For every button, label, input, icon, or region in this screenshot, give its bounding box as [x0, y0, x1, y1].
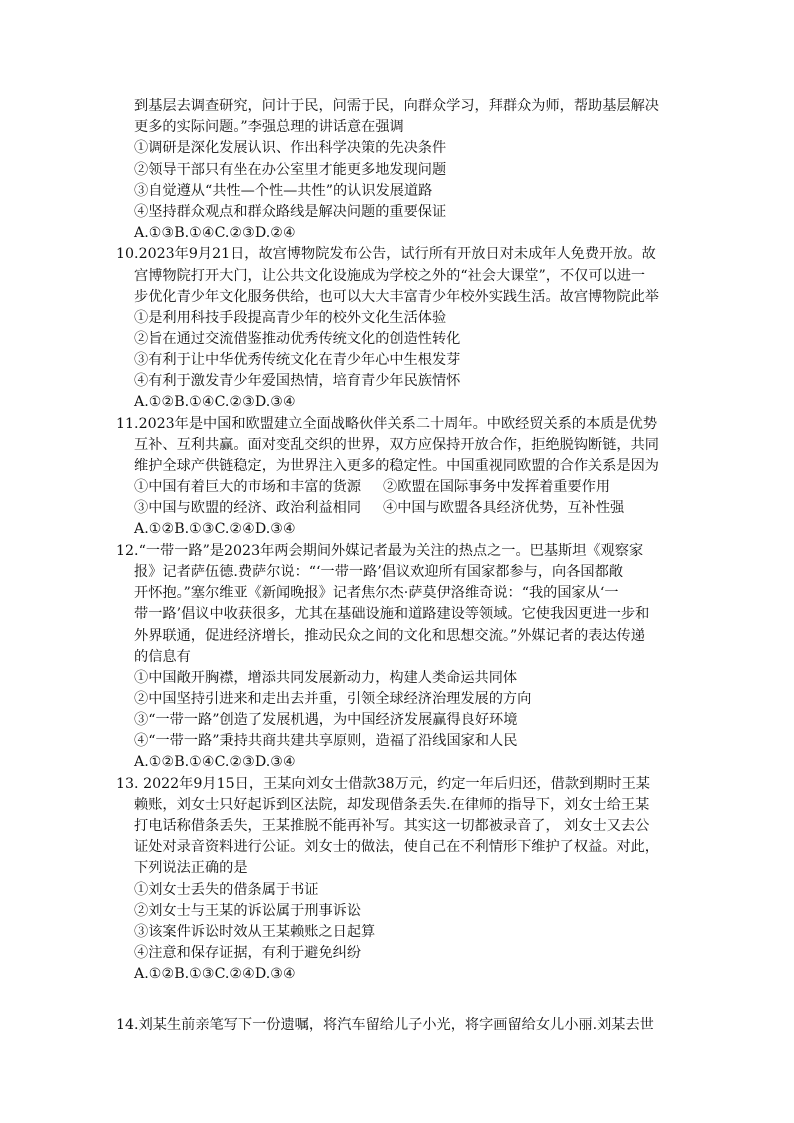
q9-option-1: ①调研是深化发展认识、作出科学决策的先决条件: [134, 140, 447, 156]
q10-stem-line-3: 步优化青少年文化服务供给，也可以大大丰富青少年校外实践生活。故宫博物院此举: [134, 289, 659, 305]
q10-stem-line-2: 宫博物院打开大门，让公共文化设施成为学校之外的“社会大课堂”，不仅可以进一: [134, 268, 646, 284]
q14-stem-line-1: 14.刘某生前亲笔写下一份遗嘱，将汽车留给儿子小光，将字画留给女儿小丽.刘某去世: [116, 1017, 654, 1033]
q12-stem-line-1: 12.“一带一路”是2023年两会期间外媒记者最为关注的热点之一。巴基斯坦《观察家: [116, 543, 644, 559]
q11-choices: A.①②B.①③C.②④D.③④: [134, 521, 296, 537]
q10-option-4: ④有利于激发青少年爱国热情，培育青少年民族情怀: [134, 373, 461, 389]
q13-choices: A.①②B.①③C.②④D.③④: [134, 966, 296, 982]
q9-choices: A.①③B.①④C.②③D.②④: [134, 225, 296, 241]
q12-option-3: ③“一带一路”创造了发展机遇，为中国经济发展赢得良好环境: [134, 712, 518, 728]
q9-stem-line-1: 到基层去调查研究，问计于民，问需于民，向群众学习，拜群众为师，帮助基层解决: [134, 98, 659, 114]
q12-stem-line-2: 报》记者萨伍德.费萨尔说：“‘一带一路’倡议欢迎所有国家都参与，向各国都敞: [134, 564, 623, 580]
q12-option-2: ②中国坚持引进来和走出去并重，引领全球经济治理发展的方向: [134, 691, 532, 707]
q9-option-4: ④坚持群众观点和群众路线是解决问题的重要保证: [134, 204, 447, 220]
q11-option-4: ④中国与欧盟各具经济优势，互补性强: [383, 500, 625, 516]
q10-option-2: ②旨在通过交流借鉴推动优秀传统文化的创造性转化: [134, 331, 461, 347]
q10-option-3: ③有利于让中华优秀传统文化在青少年心中生根发芽: [134, 352, 461, 368]
q10-stem-line-1: 10.2023年9月21日，故宫博物院发布公告，试行所有开放日对未成年人免费开放。故: [116, 246, 656, 262]
q11-option-3: ③中国与欧盟的经济、政治利益相同: [134, 500, 362, 516]
q9-option-2: ②领导干部只有坐在办公室里才能更多地发现问题: [134, 162, 447, 178]
q13-option-1: ①刘女士丢失的借条属于书证: [134, 882, 319, 898]
q11-stem-line-3: 维护全球产供链稳定，为世界注入更多的稳定性。中国重视同欧盟的合作关系是因为: [134, 458, 659, 474]
q10-choices: A.①②B.①④C.②③D.③④: [134, 394, 296, 410]
q11-stem-line-1: 11.2023年是中国和欧盟建立全面战略伙伴关系二十周年。中欧经贸关系的本质是优势: [116, 416, 658, 432]
q12-stem-line-4: 带一路’倡议中收获很多，尤其在基础设施和道路建设等领域。它使我因更进一步和: [134, 606, 650, 622]
q12-option-1: ①中国敞开胸襟，增添共同发展新动力，构建人类命运共同体: [134, 670, 518, 686]
q12-choices: A.①②B.①④C.②③D.③④: [134, 754, 296, 770]
q13-stem-line-1: 13. 2022年9月15日，王某向刘女士借款38万元，约定一年后归还，借款到期时王某: [116, 776, 650, 792]
q9-option-3: ③自觉遵从“共性—个性—共性”的认识发展道路: [134, 183, 433, 199]
q11-option-2: ②欧盟在国际事务中发挥着重要作用: [383, 479, 611, 495]
q11-option-1: ①中国有着巨大的市场和丰富的货源: [134, 479, 362, 495]
q13-stem-line-3: 打电话称借条丢失，王某推脱不能再补写。其实这一切都被录音了， 刘女士又去公: [134, 818, 650, 834]
q13-stem-line-5: 下列说法正确的是: [134, 860, 248, 876]
q13-stem-line-2: 赖账，刘女士只好起诉到区法院，却发现借条丢失.在律师的指导下，刘女士给王某: [134, 797, 650, 813]
q9-stem-line-2: 更多的实际问题。”李强总理的讲话意在强调: [134, 119, 404, 135]
q12-stem-line-5: 外界联通，促进经济增长，推动民众之间的文化和思想交流。”外媒记者的表达传递: [134, 628, 645, 644]
q12-stem-line-3: 开怀抱。”塞尔维亚《新闻晚报》记者焦尔杰·萨莫伊洛维奇说：“我的国家从‘一: [134, 585, 619, 601]
q10-option-1: ①是利用科技手段提高青少年的校外文化生活体验: [134, 310, 447, 326]
q13-option-4: ④注意和保存证据，有利于避免纠纷: [134, 945, 362, 961]
q11-stem-line-2: 互补、互利共赢。面对变乱交织的世界，双方应保持开放合作，拒绝脱钩断链，共同: [134, 437, 659, 453]
q12-stem-line-6: 的信息有: [134, 649, 191, 665]
q12-option-4: ④“一带一路”秉持共商共建共享原则，造福了沿线国家和人民: [134, 733, 518, 749]
q13-option-2: ②刘女士与王某的诉讼属于刑事诉讼: [134, 903, 362, 919]
q13-option-3: ③该案件诉讼时效从王某赖账之日起算: [134, 924, 376, 940]
q11-options-row-2: [134, 498, 624, 518]
q13-stem-line-4: 证处对录音资料进行公证。刘女士的做法，使自己在不利情形下维护了权益。对此，: [134, 839, 659, 855]
q11-options-row-1: [134, 477, 610, 497]
